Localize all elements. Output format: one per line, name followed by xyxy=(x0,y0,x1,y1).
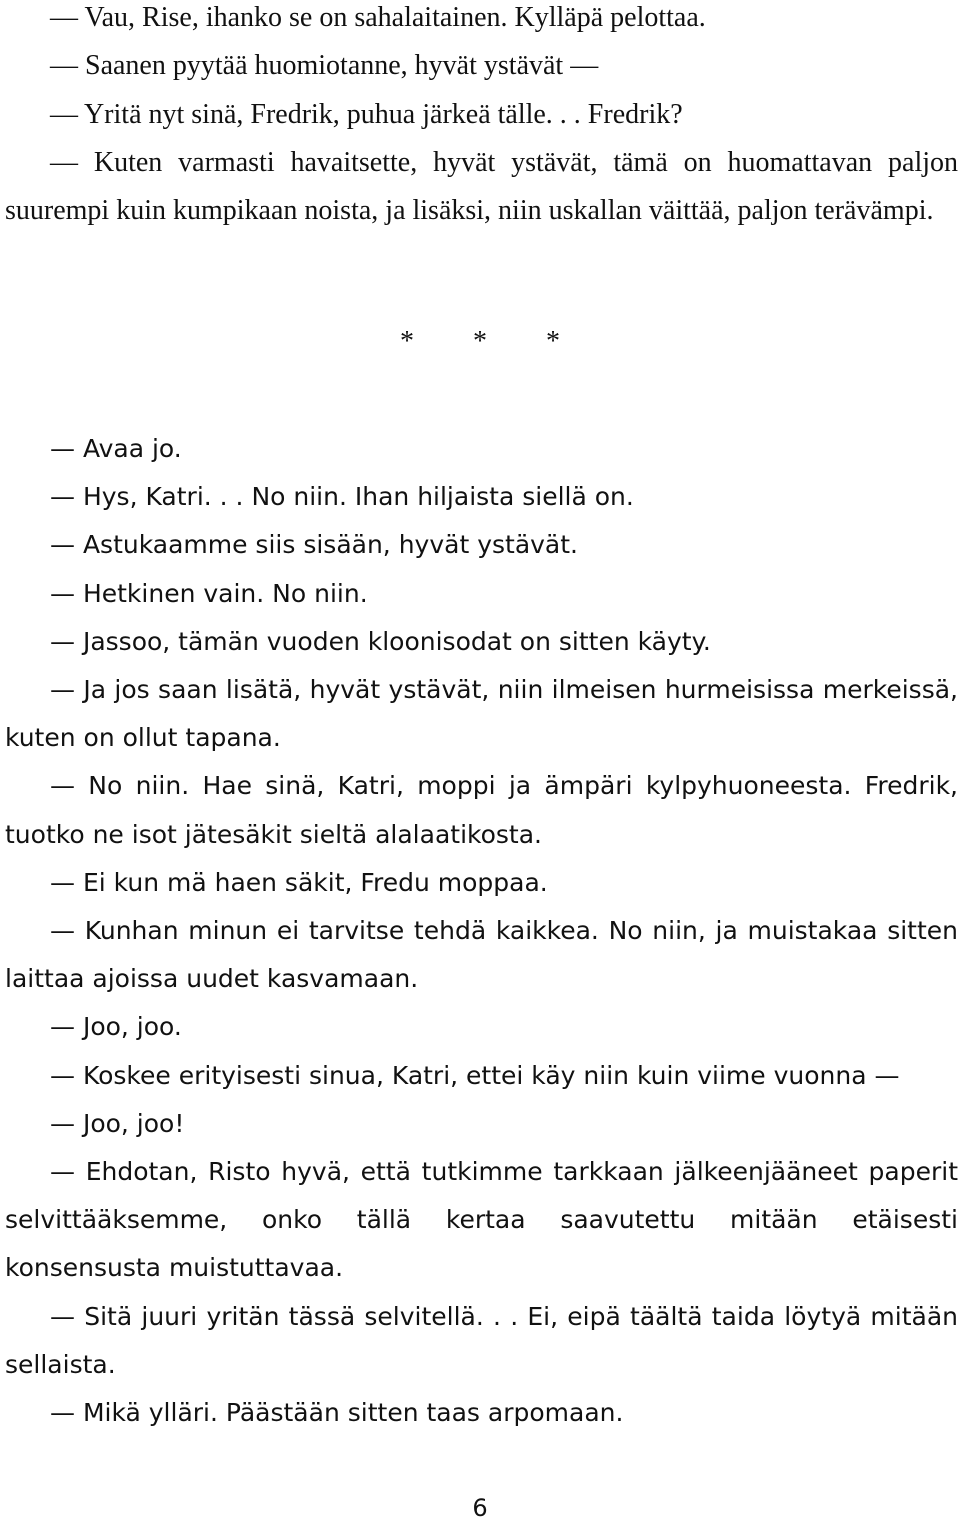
page-number: 6 xyxy=(472,1494,488,1522)
dialogue-line: — Ehdotan, Risto hyvä, että tutkimme tarkkaan jälkeenjääneet paperit selvittääksemme, onko tällä kertaa saavutettu mitään etäisesti konsensusta muistuttavaa. xyxy=(5,1157,958,1283)
dialogue-line: — Saanen pyytää huomiotanne, hyvät ystävät — xyxy=(50,50,599,82)
dialogue-line: — Ei kun mä haen säkit, Fredu moppaa. xyxy=(50,867,548,897)
dialogue-line: — Joo, joo. xyxy=(50,1012,182,1042)
dialogue-section-2 xyxy=(5,425,958,1437)
section-separator: * * * xyxy=(400,326,560,357)
dialogue-line: — Yritä nyt sinä, Fredrik, puhua järkeä tälle. . . Fredrik? xyxy=(50,98,683,130)
dialogue-line: — Kunhan minun ei tarvitse tehdä kaikkea. No niin, ja muistakaa sitten laittaa ajoissa uudet kasvamaan. xyxy=(5,916,958,994)
dialogue-line: — Koskee erityisesti sinua, Katri, ettei käy niin kuin viime vuonna — xyxy=(50,1060,900,1090)
dialogue-line: — Joo, joo! xyxy=(50,1108,185,1138)
dialogue-line: — Vau, Rise, ihanko se on sahalaitainen. Kylläpä pelottaa. xyxy=(50,2,706,33)
dialogue-line: — Mikä ylläri. Päästään sitten taas arpomaan. xyxy=(50,1398,624,1428)
dialogue-line: — Sitä juuri yritän tässä selvitellä. . . Ei, eipä täältä taida löytyä mitään sellaista. xyxy=(5,1301,958,1379)
dialogue-line: — Hetkinen vain. No niin. xyxy=(50,578,368,608)
dialogue-line: — Jassoo, tämän vuoden kloonisodat on sitten käyty. xyxy=(50,626,711,656)
dialogue-line: — Astukaamme siis sisään, hyvät ystävät. xyxy=(50,530,579,560)
dialogue-line: — No niin. Hae sinä, Katri, moppi ja ämpäri kylpyhuoneesta. Fredrik, tuotko ne isot jätesäkit sieltä alalaatikosta. xyxy=(5,771,958,849)
dialogue-section-1 xyxy=(5,0,958,235)
dialogue-line: — Kuten varmasti havaitsette, hyvät ystävät, tämä on huomattavan paljon suurempi kuin kumpikaan noista, ja lisäksi, niin uskallan väittää, paljon terävämpi. xyxy=(5,146,958,227)
dialogue-line: — Ja jos saan lisätä, hyvät ystävät, niin ilmeisen hurmeisissa merkeissä, kuten on ollut tapana. xyxy=(5,675,958,753)
dialogue-line: — Avaa jo. xyxy=(50,434,182,463)
dialogue-line: — Hys, Katri. . . No niin. Ihan hiljaista siellä on. xyxy=(50,482,634,512)
